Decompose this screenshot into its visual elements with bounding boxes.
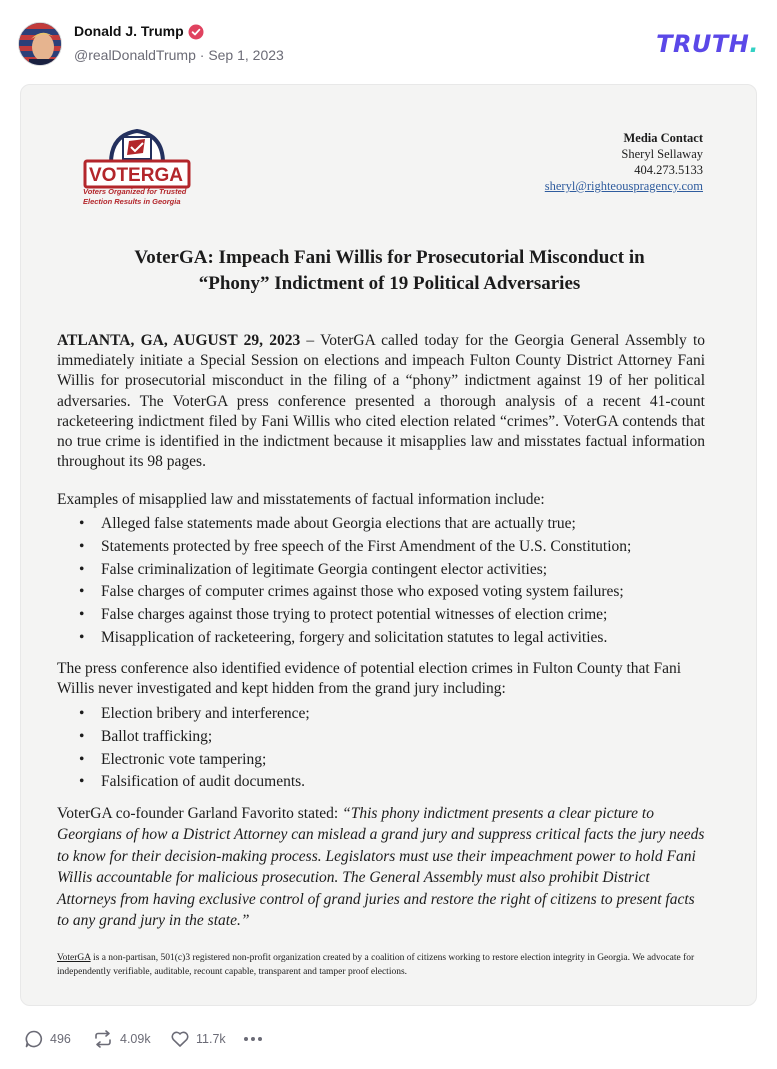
like-button[interactable] (170, 1024, 226, 1054)
reply-count: 496 (50, 1032, 71, 1046)
headline-line2: “Phony” Indictment of 19 Political Adversaries (198, 273, 581, 294)
list-item: • Ballot trafficking; (79, 726, 719, 749)
brand-text: TRUTH (656, 30, 750, 58)
paragraph-evidence: The press conference also identified evidence of potential election crimes in Fulton County that Fani Willis never investigated and kept hidden from the grand jury including: (57, 660, 682, 698)
logo-tagline-line1: Voters Organized for Trusted (83, 187, 187, 196)
footnote (57, 951, 717, 979)
quote-intro: VoterGA co-founder Garland Favorito stated: (57, 805, 343, 822)
list-item: • False charges against those trying to protect potential witnesses of election crime; (79, 604, 719, 627)
more-icon (242, 1029, 264, 1049)
media-contact-name: Sheryl Sellaway (621, 147, 703, 161)
list-item: • Falsification of audit documents. (79, 771, 719, 794)
brand-dot: . (749, 30, 759, 58)
list-item: • Election bribery and interference; (79, 703, 719, 726)
media-contact-label: Media Contact (623, 131, 703, 145)
paragraph-quote (57, 803, 705, 931)
media-contact-phone: 404.273.5133 (634, 163, 703, 177)
reply-icon (24, 1029, 44, 1049)
retruth-icon (92, 1029, 114, 1049)
election-crimes-list (79, 703, 719, 794)
post-header (18, 20, 759, 68)
media-contact-email: sheryl@righteouspragency.com (544, 179, 703, 193)
footnote-text: is a non-partisan, 501(c)3 registered non-profit organization created by a coalition of citizens working to restore election integrity in Georgia. We advocate for independently verifiable, auditable, recount capable, transparent and tamper proof elections. (57, 953, 695, 977)
media-contact (545, 130, 703, 194)
retruth-button[interactable] (92, 1024, 151, 1054)
logo-tagline-line2: Election Results in Georgia (83, 197, 181, 206)
author-meta (74, 47, 284, 63)
logo-tagline (83, 187, 203, 207)
verified-badge-icon (188, 24, 204, 40)
avatar[interactable] (18, 22, 62, 66)
list-item: • Misapplication of racketeering, forgery and solicitation statutes to legal activities. (79, 627, 719, 650)
list-item: • Alleged false statements made about Georgia elections that are actually true; (79, 513, 719, 536)
post-date[interactable]: Sep 1, 2023 (208, 47, 284, 63)
paragraph-intro-body: – VoterGA called today for the Georgia General Assembly to immediately initiate a Special Session on elections and impeach Fulton County District Attorney Fani Willis for prosecutorial misconduct in the filing of a “phony” indictment against 19 of her political adversaries. The VoterGA press conference presented a thorough analysis of a recent 41-count racketeering indictment filed by Fani Willis who cited election related “crimes”. VoterGA contends that no true crime is identified in the indictment because it misapplies law and misstates factual information throughout its 98 pages. (57, 332, 706, 471)
list-item: • False criminalization of legitimate Georgia contingent elector activities; (79, 559, 719, 582)
paragraph-intro (57, 331, 705, 472)
post-media-image[interactable] (20, 84, 757, 1006)
list-item: • False charges of computer crimes against those who exposed voting system failures; (79, 581, 719, 604)
quote-text: “This phony indictment presents a clear picture to Georgians of how a District Attorney can mislead a grand jury and suppress critical facts the jury needs to know for their decision-making process. Legislators must use their impeachment power to hold Fani Willis accountable for malicious prosecution. The General Assembly must also prohibit District Attorneys from having exclusive control of grand juries and restore the right of citizens to present facts to any grand jury in the state.” (57, 805, 705, 930)
press-release-headline (61, 245, 718, 297)
truth-logo[interactable] (656, 30, 759, 58)
press-release-document (21, 85, 756, 1005)
list-item: • Statements protected by free speech of the First Amendment of the U.S. Constitution; (79, 536, 719, 559)
list-item: • Electronic vote tampering; (79, 749, 719, 772)
author-name[interactable]: Donald J. Trump (74, 23, 184, 39)
author-handle[interactable]: @realDonaldTrump (74, 47, 196, 63)
like-count: 11.7k (196, 1032, 226, 1046)
post-actions (20, 1024, 420, 1054)
heart-icon (170, 1029, 190, 1049)
reply-button[interactable] (24, 1024, 71, 1054)
retruth-count: 4.09k (120, 1032, 151, 1046)
avatar-image (19, 23, 62, 66)
paragraph-examples: Examples of misapplied law and misstatements of factual information include: (57, 491, 545, 508)
footnote-org: VoterGA (57, 953, 91, 963)
logo-wordmark: VOTERGA (89, 165, 183, 186)
meta-separator: · (199, 47, 205, 63)
headline-line1: VoterGA: Impeach Fani Willis for Prosecutorial Misconduct in (134, 247, 645, 268)
dateline: ATLANTA, GA, AUGUST 29, 2023 (57, 332, 301, 349)
misstatements-list (79, 513, 719, 650)
more-options-button[interactable] (242, 1024, 264, 1054)
